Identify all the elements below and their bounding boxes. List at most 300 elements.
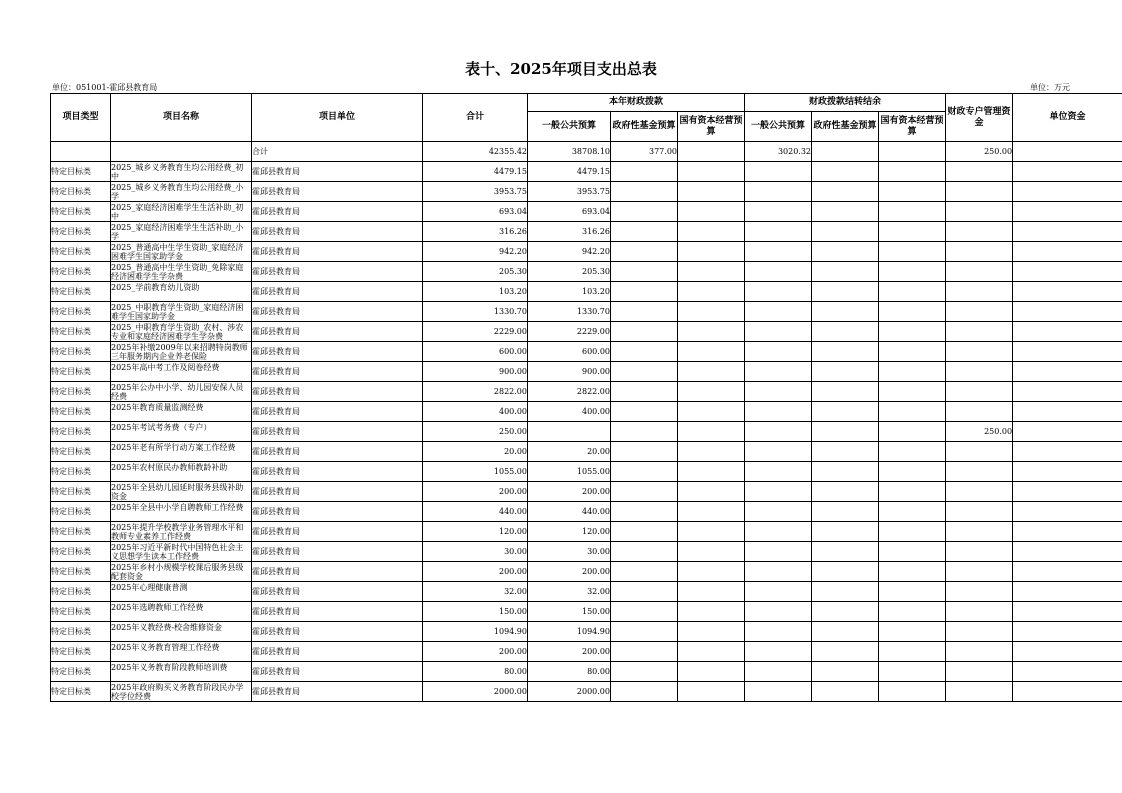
row-project-name-text: 2025年心理健康普测	[111, 582, 188, 592]
row-unit-funds	[1013, 542, 1122, 562]
row-general-budget: 205.30	[528, 262, 611, 282]
table-row	[51, 682, 1122, 702]
row-project-name-text: 2025年乡村小规模学校课后服务县级配套资金	[111, 562, 244, 581]
row-carry-general	[745, 582, 812, 602]
row-project-unit: 霍邱县教育局	[252, 402, 423, 422]
row-carry-gov-fund	[812, 542, 879, 562]
row-carry-general	[745, 342, 812, 362]
row-gov-fund	[611, 262, 678, 282]
row-project-unit: 霍邱县教育局	[252, 182, 423, 202]
row-project-name-text: 2025_中职教育学生资助_农村、涉农专业和家庭经济困难学生学杂费	[111, 322, 244, 341]
row-type: 特定目标类	[51, 602, 111, 622]
row-state-capital	[678, 682, 745, 702]
row-project-name	[111, 302, 252, 322]
row-carry-gov-fund	[812, 502, 879, 522]
row-project-unit: 霍邱县教育局	[252, 442, 423, 462]
row-project-unit: 霍邱县教育局	[252, 562, 423, 582]
col-group-current-year: 本年财政拨款	[528, 94, 745, 112]
row-unit-funds	[1013, 462, 1122, 482]
row-carry-gov-fund	[812, 622, 879, 642]
row-project-unit: 霍邱县教育局	[252, 382, 423, 402]
row-project-name	[111, 522, 252, 542]
row-general-budget: 200.00	[528, 562, 611, 582]
row-project-name-text: 2025年义教经费-校舍维修资金	[111, 622, 223, 632]
row-project-name	[111, 402, 252, 422]
row-state-capital	[678, 162, 745, 182]
row-total: 600.00	[423, 342, 528, 362]
row-project-unit: 霍邱县教育局	[252, 622, 423, 642]
row-carry-state-capital	[879, 662, 946, 682]
row-general-budget: 2000.00	[528, 682, 611, 702]
col-header-name: 项目名称	[111, 94, 252, 142]
row-special-account	[946, 222, 1013, 242]
row-project-name-text: 2025年习近平新时代中国特色社会主义思想学生读本工作经费	[111, 542, 244, 561]
row-type: 特定目标类	[51, 342, 111, 362]
table-row	[51, 442, 1122, 462]
row-special-account	[946, 542, 1013, 562]
row-project-unit: 霍邱县教育局	[252, 522, 423, 542]
row-general-budget	[528, 422, 611, 442]
row-unit-funds	[1013, 262, 1122, 282]
row-carry-general	[745, 402, 812, 422]
row-state-capital	[678, 182, 745, 202]
table-row	[51, 342, 1122, 362]
row-carry-state-capital	[879, 602, 946, 622]
row-project-unit: 霍邱县教育局	[252, 642, 423, 662]
row-carry-state-capital	[879, 442, 946, 462]
col-header-unit: 项目单位	[252, 94, 423, 142]
row-unit-funds	[1013, 562, 1122, 582]
row-carry-gov-fund	[812, 462, 879, 482]
row-gov-fund	[611, 362, 678, 382]
row-state-capital	[678, 362, 745, 382]
row-project-name	[111, 602, 252, 622]
row-project-unit: 霍邱县教育局	[252, 482, 423, 502]
row-special-account	[946, 502, 1013, 522]
row-carry-state-capital	[879, 422, 946, 442]
row-project-name	[111, 482, 252, 502]
row-unit-funds	[1013, 422, 1122, 442]
row-type: 特定目标类	[51, 282, 111, 302]
row-total: 942.20	[423, 242, 528, 262]
row-total: 120.00	[423, 522, 528, 542]
row-state-capital	[678, 622, 745, 642]
row-general-budget: 200.00	[528, 642, 611, 662]
row-type: 特定目标类	[51, 262, 111, 282]
row-project-name-text: 2025_普通高中生学生资助_免除家庭经济困难学生学杂费	[111, 262, 244, 281]
row-gov-fund	[611, 342, 678, 362]
table-row	[51, 242, 1122, 262]
row-state-capital	[678, 462, 745, 482]
row-project-name-text: 2025_学前教育幼儿资助	[111, 282, 200, 292]
row-project-name-text: 2025年提升学校教学业务管理水平和教师专业素养工作经费	[111, 522, 244, 541]
row-type: 特定目标类	[51, 542, 111, 562]
row-general-budget: 80.00	[528, 662, 611, 682]
row-project-name	[111, 502, 252, 522]
row-project-name	[111, 442, 252, 462]
row-state-capital	[678, 202, 745, 222]
row-project-name-text: 2025年高中考工作及阅卷经费	[111, 362, 220, 372]
summary-name	[111, 142, 252, 162]
table-row	[51, 502, 1122, 522]
row-type: 特定目标类	[51, 522, 111, 542]
col-header-state-capital: 国有资本经营预算	[678, 112, 745, 142]
summary-special: 250.00	[946, 142, 1013, 162]
col-header-gov-fund: 政府性基金预算	[611, 112, 678, 142]
row-total: 250.00	[423, 422, 528, 442]
summary-state-capital	[678, 142, 745, 162]
row-carry-general	[745, 562, 812, 582]
row-state-capital	[678, 522, 745, 542]
row-type: 特定目标类	[51, 662, 111, 682]
row-unit-funds	[1013, 622, 1122, 642]
row-special-account	[946, 482, 1013, 502]
row-general-budget: 400.00	[528, 402, 611, 422]
row-project-name	[111, 262, 252, 282]
row-carry-state-capital	[879, 342, 946, 362]
row-project-unit: 霍邱县教育局	[252, 342, 423, 362]
row-special-account	[946, 442, 1013, 462]
row-type: 特定目标类	[51, 622, 111, 642]
row-project-name-text: 2025_中职教育学生资助_家庭经济困难学生国家助学金	[111, 302, 244, 321]
table-row	[51, 182, 1122, 202]
row-state-capital	[678, 402, 745, 422]
row-project-unit: 霍邱县教育局	[252, 282, 423, 302]
row-project-name	[111, 662, 252, 682]
table-row	[51, 422, 1122, 442]
row-special-account	[946, 562, 1013, 582]
table-row	[51, 642, 1122, 662]
row-carry-state-capital	[879, 522, 946, 542]
row-project-name	[111, 542, 252, 562]
row-state-capital	[678, 422, 745, 442]
row-project-name-text: 2025年义务教育管理工作经费	[111, 642, 220, 652]
row-carry-gov-fund	[812, 562, 879, 582]
row-type: 特定目标类	[51, 382, 111, 402]
row-special-account	[946, 382, 1013, 402]
row-carry-state-capital	[879, 382, 946, 402]
row-carry-state-capital	[879, 262, 946, 282]
row-carry-general	[745, 642, 812, 662]
table-row	[51, 382, 1122, 402]
row-gov-fund	[611, 182, 678, 202]
row-unit-funds	[1013, 402, 1122, 422]
row-project-unit: 霍邱县教育局	[252, 682, 423, 702]
summary-total: 42355.42	[423, 142, 528, 162]
row-carry-general	[745, 322, 812, 342]
row-general-budget: 1055.00	[528, 462, 611, 482]
row-unit-funds	[1013, 682, 1122, 702]
row-unit-funds	[1013, 202, 1122, 222]
row-gov-fund	[611, 422, 678, 442]
row-state-capital	[678, 342, 745, 362]
row-project-unit: 霍邱县教育局	[252, 242, 423, 262]
row-type: 特定目标类	[51, 682, 111, 702]
table-row	[51, 622, 1122, 642]
row-total: 1055.00	[423, 462, 528, 482]
row-carry-gov-fund	[812, 642, 879, 662]
row-general-budget: 900.00	[528, 362, 611, 382]
row-special-account	[946, 202, 1013, 222]
row-carry-gov-fund	[812, 182, 879, 202]
row-general-budget: 4479.15	[528, 162, 611, 182]
row-type: 特定目标类	[51, 582, 111, 602]
row-carry-gov-fund	[812, 602, 879, 622]
row-total: 2229.00	[423, 322, 528, 342]
row-type: 特定目标类	[51, 502, 111, 522]
row-special-account	[946, 282, 1013, 302]
row-carry-state-capital	[879, 402, 946, 422]
row-special-account	[946, 162, 1013, 182]
row-project-unit: 霍邱县教育局	[252, 582, 423, 602]
row-project-name-text: 2025年考试考务费（专户）	[111, 422, 212, 432]
row-gov-fund	[611, 662, 678, 682]
row-general-budget: 103.20	[528, 282, 611, 302]
table-row	[51, 662, 1122, 682]
summary-carry-general: 3020.32	[745, 142, 812, 162]
row-project-name	[111, 182, 252, 202]
row-special-account	[946, 302, 1013, 322]
table-row	[51, 562, 1122, 582]
row-total: 103.20	[423, 282, 528, 302]
row-type: 特定目标类	[51, 202, 111, 222]
row-unit-funds	[1013, 282, 1122, 302]
row-carry-general	[745, 622, 812, 642]
table-row	[51, 582, 1122, 602]
row-carry-general	[745, 182, 812, 202]
row-general-budget: 20.00	[528, 442, 611, 462]
row-total: 400.00	[423, 402, 528, 422]
row-unit-funds	[1013, 582, 1122, 602]
row-gov-fund	[611, 602, 678, 622]
row-special-account	[946, 582, 1013, 602]
row-unit-funds	[1013, 302, 1122, 322]
row-project-unit: 霍邱县教育局	[252, 222, 423, 242]
row-state-capital	[678, 582, 745, 602]
row-gov-fund	[611, 522, 678, 542]
row-general-budget: 120.00	[528, 522, 611, 542]
row-carry-gov-fund	[812, 242, 879, 262]
row-carry-general	[745, 542, 812, 562]
table-row	[51, 162, 1122, 182]
row-carry-state-capital	[879, 642, 946, 662]
row-carry-state-capital	[879, 362, 946, 382]
row-special-account	[946, 402, 1013, 422]
row-carry-gov-fund	[812, 222, 879, 242]
row-type: 特定目标类	[51, 402, 111, 422]
row-project-unit: 霍邱县教育局	[252, 302, 423, 322]
row-project-name-text: 2025年教育质量监测经费	[111, 402, 204, 412]
col-header-type: 项目类型	[51, 94, 111, 142]
row-carry-gov-fund	[812, 582, 879, 602]
table-row	[51, 282, 1122, 302]
row-special-account	[946, 462, 1013, 482]
row-carry-state-capital	[879, 622, 946, 642]
row-project-name	[111, 422, 252, 442]
row-carry-gov-fund	[812, 342, 879, 362]
header-row-1	[51, 94, 1122, 112]
row-total: 200.00	[423, 482, 528, 502]
col-header-carry-gov-fund: 政府性基金预算	[812, 112, 879, 142]
row-carry-gov-fund	[812, 442, 879, 462]
row-project-unit: 霍邱县教育局	[252, 462, 423, 482]
row-state-capital	[678, 482, 745, 502]
row-type: 特定目标类	[51, 302, 111, 322]
row-carry-state-capital	[879, 302, 946, 322]
row-project-name	[111, 242, 252, 262]
unit-label: 单位：051001-霍邱县教育局	[52, 83, 158, 92]
row-type: 特定目标类	[51, 162, 111, 182]
row-gov-fund	[611, 282, 678, 302]
row-state-capital	[678, 642, 745, 662]
row-project-unit: 霍邱县教育局	[252, 502, 423, 522]
row-carry-state-capital	[879, 182, 946, 202]
table-row	[51, 522, 1122, 542]
row-state-capital	[678, 602, 745, 622]
row-project-name-text: 2025_城乡义务教育生均公用经费_小学	[111, 182, 244, 201]
row-carry-gov-fund	[812, 382, 879, 402]
row-total: 205.30	[423, 262, 528, 282]
row-project-name	[111, 622, 252, 642]
row-type: 特定目标类	[51, 482, 111, 502]
row-special-account	[946, 662, 1013, 682]
row-special-account	[946, 642, 1013, 662]
row-special-account	[946, 622, 1013, 642]
col-group-carry-over: 财政拨款结转结余	[745, 94, 946, 112]
col-header-general-budget: 一般公共预算	[528, 112, 611, 142]
row-project-name	[111, 682, 252, 702]
table-row	[51, 402, 1122, 422]
row-gov-fund	[611, 502, 678, 522]
row-state-capital	[678, 262, 745, 282]
row-unit-funds	[1013, 222, 1122, 242]
row-carry-gov-fund	[812, 262, 879, 282]
summary-label: 合计	[252, 142, 423, 162]
row-carry-state-capital	[879, 562, 946, 582]
row-gov-fund	[611, 162, 678, 182]
row-type: 特定目标类	[51, 462, 111, 482]
row-state-capital	[678, 242, 745, 262]
row-project-name-text: 2025年政府购买义务教育阶段民办学校学位经费	[111, 682, 244, 701]
row-carry-state-capital	[879, 322, 946, 342]
row-general-budget: 150.00	[528, 602, 611, 622]
table-row	[51, 262, 1122, 282]
row-carry-general	[745, 502, 812, 522]
summary-carry-gov-fund	[812, 142, 879, 162]
row-project-unit: 霍邱县教育局	[252, 162, 423, 182]
row-project-name-text: 2025年老有所学行动方案工作经费	[111, 442, 236, 452]
row-carry-general	[745, 302, 812, 322]
row-carry-state-capital	[879, 582, 946, 602]
row-general-budget: 693.04	[528, 202, 611, 222]
row-gov-fund	[611, 542, 678, 562]
row-carry-general	[745, 222, 812, 242]
row-total: 3953.75	[423, 182, 528, 202]
row-project-unit: 霍邱县教育局	[252, 202, 423, 222]
table-row	[51, 462, 1122, 482]
row-type: 特定目标类	[51, 362, 111, 382]
row-unit-funds	[1013, 342, 1122, 362]
row-state-capital	[678, 222, 745, 242]
row-gov-fund	[611, 302, 678, 322]
row-gov-fund	[611, 442, 678, 462]
row-carry-general	[745, 262, 812, 282]
col-header-carry-general: 一般公共预算	[745, 112, 812, 142]
row-special-account	[946, 322, 1013, 342]
row-general-budget: 2229.00	[528, 322, 611, 342]
row-project-unit: 霍邱县教育局	[252, 662, 423, 682]
row-project-name	[111, 462, 252, 482]
row-project-name	[111, 282, 252, 302]
row-carry-state-capital	[879, 162, 946, 182]
row-carry-general	[745, 422, 812, 442]
row-general-budget: 2822.00	[528, 382, 611, 402]
row-project-name-text: 2025年全县幼儿园延时服务县级补助资金	[111, 482, 244, 501]
row-carry-gov-fund	[812, 682, 879, 702]
row-project-unit: 霍邱县教育局	[252, 542, 423, 562]
row-total: 32.00	[423, 582, 528, 602]
row-general-budget: 3953.75	[528, 182, 611, 202]
row-project-name-text: 2025年补缴2009年以来招聘特岗教师三年服务期内企业养老保险	[111, 342, 248, 361]
row-unit-funds	[1013, 382, 1122, 402]
row-total: 200.00	[423, 562, 528, 582]
row-state-capital	[678, 662, 745, 682]
row-carry-state-capital	[879, 462, 946, 482]
row-gov-fund	[611, 462, 678, 482]
row-carry-general	[745, 282, 812, 302]
summary-unit-funds	[1013, 142, 1122, 162]
row-project-name	[111, 562, 252, 582]
row-unit-funds	[1013, 242, 1122, 262]
row-unit-funds	[1013, 182, 1122, 202]
row-gov-fund	[611, 222, 678, 242]
row-type: 特定目标类	[51, 182, 111, 202]
row-unit-funds	[1013, 362, 1122, 382]
row-general-budget: 30.00	[528, 542, 611, 562]
table-row	[51, 602, 1122, 622]
row-carry-general	[745, 482, 812, 502]
row-general-budget: 200.00	[528, 482, 611, 502]
row-unit-funds	[1013, 662, 1122, 682]
row-project-name	[111, 342, 252, 362]
row-project-name	[111, 582, 252, 602]
row-carry-gov-fund	[812, 422, 879, 442]
row-special-account	[946, 602, 1013, 622]
row-total: 1330.70	[423, 302, 528, 322]
row-project-name-text: 2025_城乡义务教育生均公用经费_初中	[111, 162, 244, 181]
row-project-unit: 霍邱县教育局	[252, 422, 423, 442]
row-gov-fund	[611, 402, 678, 422]
row-total: 4479.15	[423, 162, 528, 182]
row-type: 特定目标类	[51, 442, 111, 462]
row-type: 特定目标类	[51, 222, 111, 242]
row-gov-fund	[611, 562, 678, 582]
row-carry-general	[745, 442, 812, 462]
table-row	[51, 322, 1122, 342]
row-gov-fund	[611, 322, 678, 342]
row-project-name-text: 2025年选聘教师工作经费	[111, 602, 204, 612]
row-state-capital	[678, 562, 745, 582]
row-special-account	[946, 342, 1013, 362]
table-row	[51, 302, 1122, 322]
row-gov-fund	[611, 642, 678, 662]
row-general-budget: 316.26	[528, 222, 611, 242]
row-state-capital	[678, 382, 745, 402]
row-carry-state-capital	[879, 242, 946, 262]
row-carry-gov-fund	[812, 662, 879, 682]
row-carry-gov-fund	[812, 482, 879, 502]
row-special-account	[946, 682, 1013, 702]
